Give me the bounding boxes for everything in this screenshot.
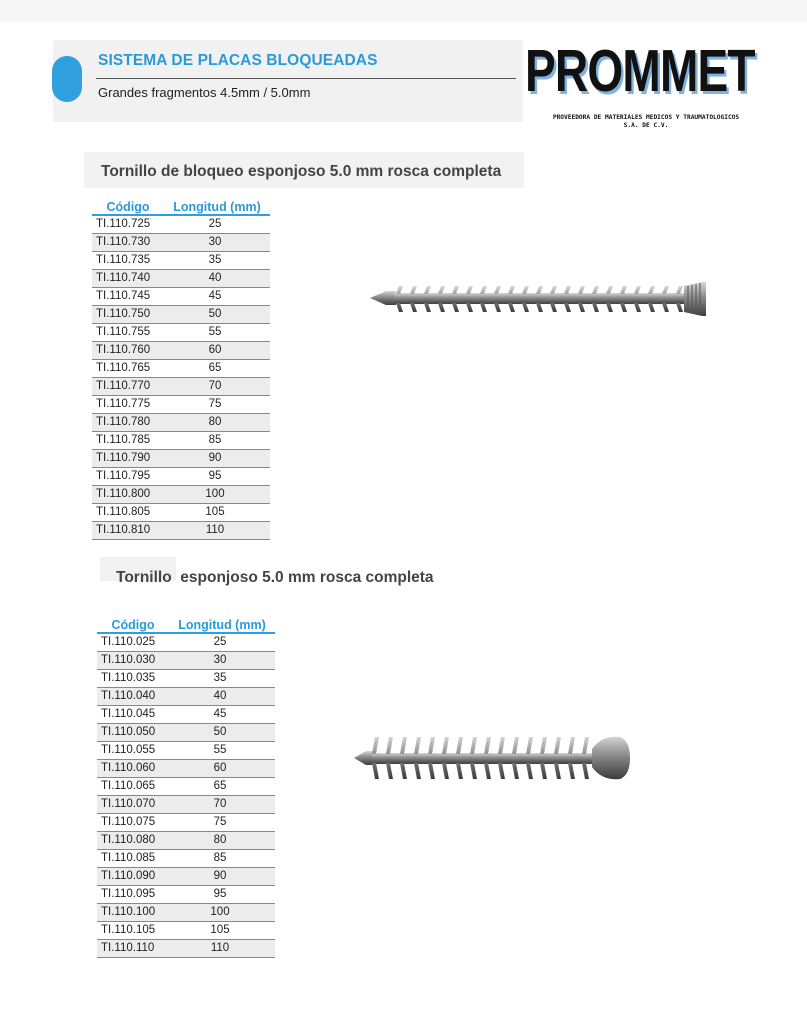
product-length: 75 [213, 816, 227, 828]
product-length: 95 [208, 470, 222, 482]
table-row [92, 396, 270, 414]
cancellous-screw-icon [352, 733, 632, 783]
product-length: 25 [213, 636, 227, 648]
table-row [97, 652, 275, 670]
column-header-code: Código [111, 618, 155, 632]
product-code: TI.110.740 [96, 272, 151, 284]
header-divider [96, 78, 516, 79]
product-code: TI.110.080 [101, 834, 156, 846]
product-length: 85 [208, 434, 222, 446]
header-title: SISTEMA DE PLACAS BLOQUEADAS [98, 52, 378, 69]
product-length: 35 [213, 672, 227, 684]
product-length: 60 [208, 344, 222, 356]
product-code: TI.110.730 [96, 236, 151, 248]
table-row [92, 306, 270, 324]
table-row [97, 760, 275, 778]
header-subtitle: Grandes fragmentos 4.5mm / 5.0mm [98, 85, 311, 100]
table-row [97, 706, 275, 724]
product-code: TI.110.090 [101, 870, 156, 882]
table-row [92, 432, 270, 450]
table-row [92, 468, 270, 486]
product-code: TI.110.790 [96, 452, 151, 464]
section-title-2: Tornillo esponjoso 5.0 mm rosca completa [116, 569, 434, 586]
product-length: 30 [213, 654, 227, 666]
table-row [97, 634, 275, 652]
table-row [92, 486, 270, 504]
product-table-1 [92, 194, 270, 540]
table-row [97, 670, 275, 688]
table-row [97, 778, 275, 796]
table-header [92, 194, 270, 216]
locking-cancellous-screw-icon [366, 276, 714, 322]
section-title-1: Tornillo de bloqueo esponjoso 5.0 mm rosca completa [101, 163, 502, 180]
table-row [92, 288, 270, 306]
product-length: 70 [213, 798, 227, 810]
table-row [92, 360, 270, 378]
table-row [97, 868, 275, 886]
product-length: 80 [213, 834, 227, 846]
product-code: TI.110.745 [96, 290, 151, 302]
product-code: TI.110.065 [101, 780, 156, 792]
table-row [97, 796, 275, 814]
header-accent-pill [52, 56, 82, 102]
product-code: TI.110.755 [96, 326, 151, 338]
table-row [97, 922, 275, 940]
table-header [97, 612, 275, 634]
product-length: 80 [208, 416, 222, 428]
product-code: TI.110.035 [101, 672, 156, 684]
product-code: TI.110.800 [96, 488, 151, 500]
table-row [92, 378, 270, 396]
product-code: TI.110.770 [96, 380, 151, 392]
table-row [97, 832, 275, 850]
table-row [92, 324, 270, 342]
product-code: TI.110.105 [101, 924, 156, 936]
logo-wordmark: PROMMET [525, 38, 755, 104]
product-length: 50 [213, 726, 227, 738]
product-code: TI.110.060 [101, 762, 156, 774]
product-code: TI.110.055 [101, 744, 156, 756]
product-length: 45 [213, 708, 227, 720]
prommet-logo [525, 38, 765, 129]
product-code: TI.110.785 [96, 434, 151, 446]
product-length: 60 [213, 762, 227, 774]
product-code: TI.110.795 [96, 470, 151, 482]
column-header-code: Código [106, 200, 150, 214]
product-code: TI.110.085 [101, 852, 156, 864]
column-header-length: Longitud (mm) [173, 200, 261, 214]
product-code: TI.110.045 [101, 708, 156, 720]
product-code: TI.110.070 [101, 798, 156, 810]
product-length: 35 [208, 254, 222, 266]
product-length: 65 [213, 780, 227, 792]
product-code: TI.110.775 [96, 398, 151, 410]
product-length: 110 [205, 524, 225, 536]
table-row [97, 850, 275, 868]
product-code: TI.110.110 [101, 942, 155, 954]
product-length: 100 [205, 488, 225, 500]
logo-tagline: PROVEEDORA DE MATERIALES MEDICOS Y TRAUMATOLOGICOS [552, 114, 740, 121]
product-code: TI.110.725 [96, 218, 151, 230]
product-code: TI.110.095 [101, 888, 156, 900]
column-header-length: Longitud (mm) [178, 618, 266, 632]
product-length: 105 [205, 506, 225, 518]
table-row [97, 886, 275, 904]
product-code: TI.110.075 [101, 816, 156, 828]
product-code: TI.110.805 [96, 506, 151, 518]
product-length: 110 [210, 942, 230, 954]
product-code: TI.110.030 [101, 654, 156, 666]
table-row [97, 940, 275, 958]
table-row [92, 216, 270, 234]
table-row [92, 270, 270, 288]
table-row [92, 522, 270, 540]
table-row [92, 252, 270, 270]
product-length: 85 [213, 852, 227, 864]
table-row [92, 450, 270, 468]
product-length: 95 [213, 888, 227, 900]
product-code: TI.110.050 [101, 726, 156, 738]
table-row [92, 234, 270, 252]
table-row [92, 342, 270, 360]
product-length: 90 [208, 452, 222, 464]
product-length: 100 [210, 906, 230, 918]
table-row [97, 688, 275, 706]
product-length: 65 [208, 362, 222, 374]
product-table-2 [97, 612, 275, 958]
product-code: TI.110.100 [101, 906, 156, 918]
product-length: 55 [213, 744, 227, 756]
product-length: 105 [210, 924, 230, 936]
product-code: TI.110.750 [96, 308, 151, 320]
product-length: 50 [208, 308, 222, 320]
product-code: TI.110.025 [101, 636, 156, 648]
table-row [97, 904, 275, 922]
logo-tagline-suffix: S.A. DE C.V. [623, 122, 669, 129]
product-length: 40 [213, 690, 227, 702]
product-code: TI.110.040 [101, 690, 156, 702]
product-length: 70 [208, 380, 222, 392]
product-code: TI.110.735 [96, 254, 151, 266]
product-length: 90 [213, 870, 227, 882]
product-length: 40 [208, 272, 222, 284]
table-row [97, 814, 275, 832]
product-code: TI.110.780 [96, 416, 151, 428]
product-length: 55 [208, 326, 222, 338]
product-code: TI.110.765 [96, 362, 151, 374]
product-length: 45 [208, 290, 222, 302]
product-length: 30 [208, 236, 222, 248]
table-row [92, 504, 270, 522]
table-row [97, 724, 275, 742]
table-row [97, 742, 275, 760]
product-length: 75 [208, 398, 222, 410]
table-row [92, 414, 270, 432]
product-length: 25 [208, 218, 222, 230]
product-code: TI.110.760 [96, 344, 151, 356]
top-strip [0, 0, 807, 22]
product-code: TI.110.810 [96, 524, 151, 536]
